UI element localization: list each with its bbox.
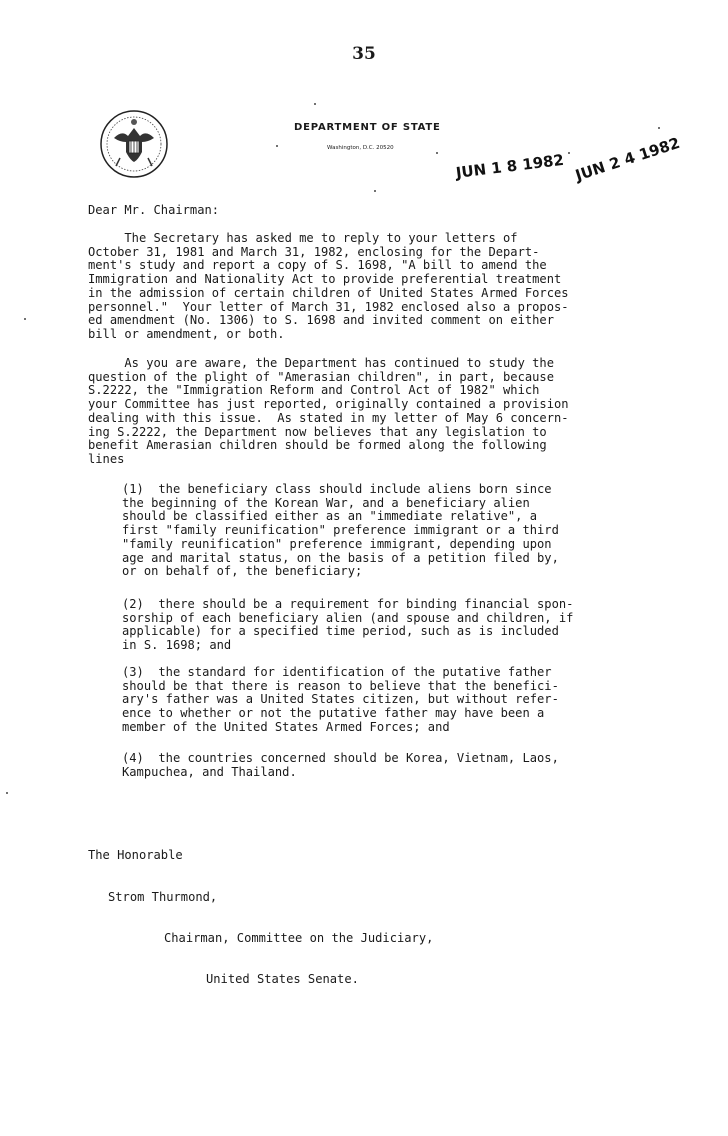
salutation: Dear Mr. Chairman: bbox=[88, 203, 220, 217]
department-address: Washington, D.C. 20520 bbox=[327, 145, 394, 151]
list-item: (4) the countries concerned should be Korea, Vietnam, Laos, Kampuchea, and Thailand. bbox=[122, 751, 559, 779]
list-item: (3) the standard for identification of the putative father should be that there is reason to believe that the benefici- ary's father was a United States citizen, but without refer- ence to whether or not the putative father may have been a member of the United States Armed Forces; and bbox=[122, 665, 559, 734]
scan-speck bbox=[24, 318, 26, 320]
addressee-line: United States Senate. bbox=[206, 971, 359, 986]
scan-speck bbox=[568, 152, 570, 154]
scan-speck bbox=[436, 152, 438, 154]
scan-speck bbox=[276, 145, 278, 147]
scan-speck bbox=[658, 127, 660, 129]
great-seal-icon bbox=[98, 108, 170, 180]
addressee-line: Strom Thurmond, bbox=[108, 889, 218, 904]
addressee-line: The Honorable bbox=[88, 848, 183, 863]
department-header: DEPARTMENT OF STATE bbox=[294, 122, 441, 133]
addressee-line: Chairman, Committee on the Judiciary, bbox=[164, 930, 434, 945]
scan-speck bbox=[314, 103, 316, 105]
date-received-stamp: JUN 1 8 1982 bbox=[454, 150, 565, 182]
page-number: 35 bbox=[352, 44, 376, 64]
list-item: (2) there should be a requirement for binding financial spon- sorship of each beneficiary alien (and spouse and children, if applicable) for a specified time period, such as is included in S. 1698; and bbox=[122, 597, 574, 653]
addressee-block bbox=[88, 822, 433, 1014]
date-answered-stamp: JUN 2 4 1982 bbox=[573, 133, 683, 185]
body-paragraph: The Secretary has asked me to reply to your letters of October 31, 1981 and March 31, 1982, enclosing for the Depart- ment's study and report a copy of S. 1698, "A bill to amend the Immigration and Nationality Act to provide preferential treatment in the admission of certain children of United States Armed Forces personnel." Your letter of March 31, 1982 enclosed also a propos- ed amendment (No. 1306) to S. 1698 and invited comment on either bill or amendment, or both. bbox=[88, 231, 569, 341]
list-item: (1) the beneficiary class should include aliens born since the beginning of the Korean War, and a beneficiary alien should be classified either as an "immediate relative", a first "family reunification" preference immigrant or a third "family reunification" preference immigrant, depending upon age and marital status, on the basis of a petition filed by, or on behalf of, the beneficiary; bbox=[122, 482, 559, 579]
body-paragraph: As you are aware, the Department has continued to study the question of the plight of "Amerasian children", in part, because S.2222, the "Immigration Reform and Control Act of 1982" which your Committee has just reported, originally contained a provision dealing with this issue. As stated in my letter of May 6 concern- ing S.2222, the Department now believes that any legislation to benefit Amerasian children should be formed along the following lines bbox=[88, 356, 569, 466]
scan-speck bbox=[374, 190, 376, 192]
scan-speck bbox=[6, 792, 8, 794]
